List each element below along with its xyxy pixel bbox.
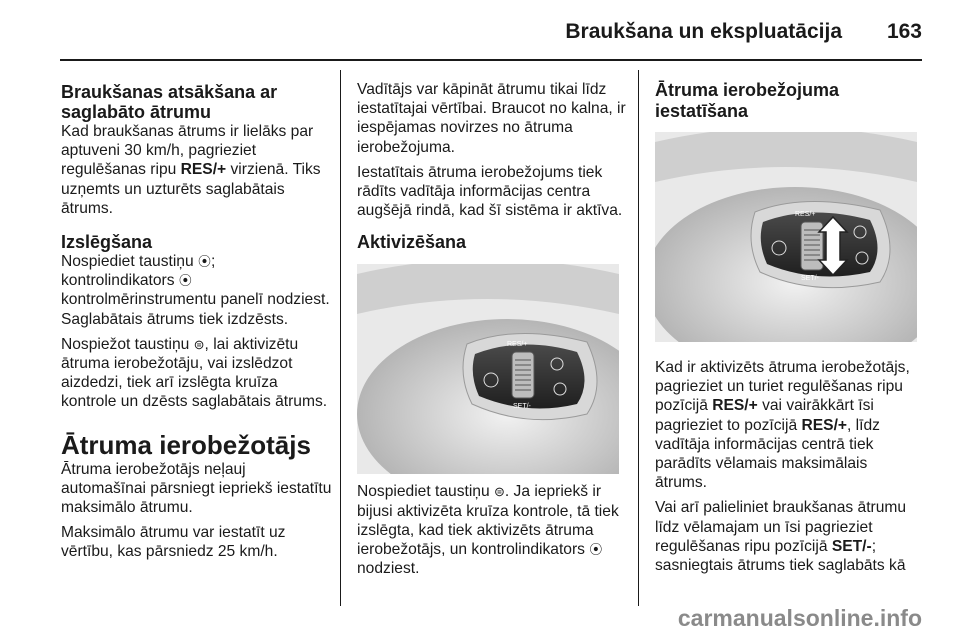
section-title-limiter: Ātruma ierobežotājs	[61, 429, 311, 460]
text: virzienā. Tiks uzņemts un uzturēts saglabātais ātrums.	[61, 161, 321, 217]
section-title-resume: Braukšanas atsākšana ar saglabāto ātrumu	[61, 82, 278, 122]
text: Kad ir aktivizēts ātruma ierobežotājs, pagrieziet un turiet regulēšanas ripu pozīcijā	[655, 359, 910, 415]
page-header-title: Braukšana un ekspluatācija	[565, 20, 842, 43]
header-rule	[60, 59, 922, 61]
text: . Ja iepriekš ir bijusi aktivizēta kruīza kontrole, tā tiek izslēgta, kad tiek aktivizēts ātruma ierobežotājs, un kontrolindikators	[357, 483, 619, 559]
text: ; sasniegtais ātrums tiek saglabāts kā	[655, 537, 906, 575]
paragraph-limit-1: Vadītājs var kāpināt ātrumu tikai līdz iestatītajai vērtībai. Braucot no kalna, ir iespējamas novirzes no ātruma ierobežojuma.	[357, 81, 626, 156]
cruise-control-icon: ⦿	[589, 542, 603, 558]
figure-label-res: RES/+	[795, 211, 816, 218]
figure-label-set: SET/-	[801, 275, 819, 282]
section-title-activation: Aktivizēšana	[357, 232, 467, 253]
keyword-res: RES/+	[180, 161, 227, 179]
paragraph-off-2	[61, 335, 333, 412]
text: ; kontrolindikators	[61, 253, 216, 290]
paragraph-setting-2	[655, 498, 920, 575]
column-divider-2	[638, 70, 639, 606]
figure-label-res: RES/+	[507, 341, 528, 349]
paragraph-setting-1	[655, 358, 920, 492]
paragraph-limit-2: Iestatītais ātruma ierobežojums tiek rādīts vadītāja informācijas centra augšējā rindā, kad šī sistēma ir aktīva.	[357, 163, 623, 220]
keyword-set: SET/-	[831, 537, 872, 555]
speed-limiter-icon: ⊜	[493, 484, 505, 500]
steering-wheel-scroll-figure	[655, 132, 917, 342]
text: Vai arī palieliniet braukšanas ātrumu līdz vēlamajam un īsi pagrieziet regulēšanas ripu pozīcijā	[655, 499, 907, 555]
section-title-off: Izslēgšana	[61, 232, 153, 253]
paragraph-limiter-2: Maksimālo ātrumu var iestatīt uz vērtību, kas pārsniedz 25 km/h.	[61, 524, 286, 561]
paragraph-activation	[357, 482, 629, 578]
paragraph-off-1	[61, 252, 333, 329]
text: Nospiežot taustiņu	[61, 335, 194, 353]
figure-label-set: SET/-	[513, 403, 531, 411]
text: kontrolmērinstrumentu panelī nodziest. Saglabātais ātrums tiek izdzēsts.	[61, 291, 330, 328]
cruise-control-icon: ⦿	[178, 273, 192, 289]
column-3	[655, 80, 920, 581]
text: Nospiediet taustiņu	[357, 483, 494, 501]
speed-limiter-icon: ⊜	[193, 336, 205, 352]
column-divider-1	[340, 70, 341, 606]
keyword-res: RES/+	[712, 397, 758, 415]
text: Nospiediet taustiņu	[61, 253, 198, 271]
paragraph-limiter-1: Ātruma ierobežotājs neļauj automašīnai pārsniegt iepriekš iestatītu maksimālo ātrumu.	[61, 460, 332, 517]
text: , līdz vadītāja informācijas centrā tiek parādīts vēlamais maksimālais ātrums.	[655, 416, 880, 492]
text: , lai aktivizētu ātruma ierobežotāju, vai izslēdzot aizdedzi, tiek arī izslēgta kruīza kontrole un dzēsts saglabātais ātrums.	[61, 335, 328, 411]
watermark: carmanualsonline.info	[677, 605, 922, 631]
text: Kad braukšanas ātrums ir lielāks par aptuveni 30 km/h, pagrieziet regulēšanas ripu	[61, 123, 314, 179]
page-number: 163	[886, 20, 922, 43]
section-title-setting: Ātruma ierobežojuma iestatīšana	[655, 80, 840, 121]
column-1	[61, 82, 333, 568]
keyword-res: RES/+	[801, 416, 848, 434]
steering-wheel-figure	[357, 264, 619, 474]
column-2	[357, 80, 629, 584]
cruise-control-icon: ⦿	[197, 254, 211, 270]
paragraph-resume	[61, 122, 333, 218]
text: nodziest.	[357, 560, 420, 578]
text: vai vairākkārt īsi pagrieziet to pozīcijā	[655, 397, 874, 434]
